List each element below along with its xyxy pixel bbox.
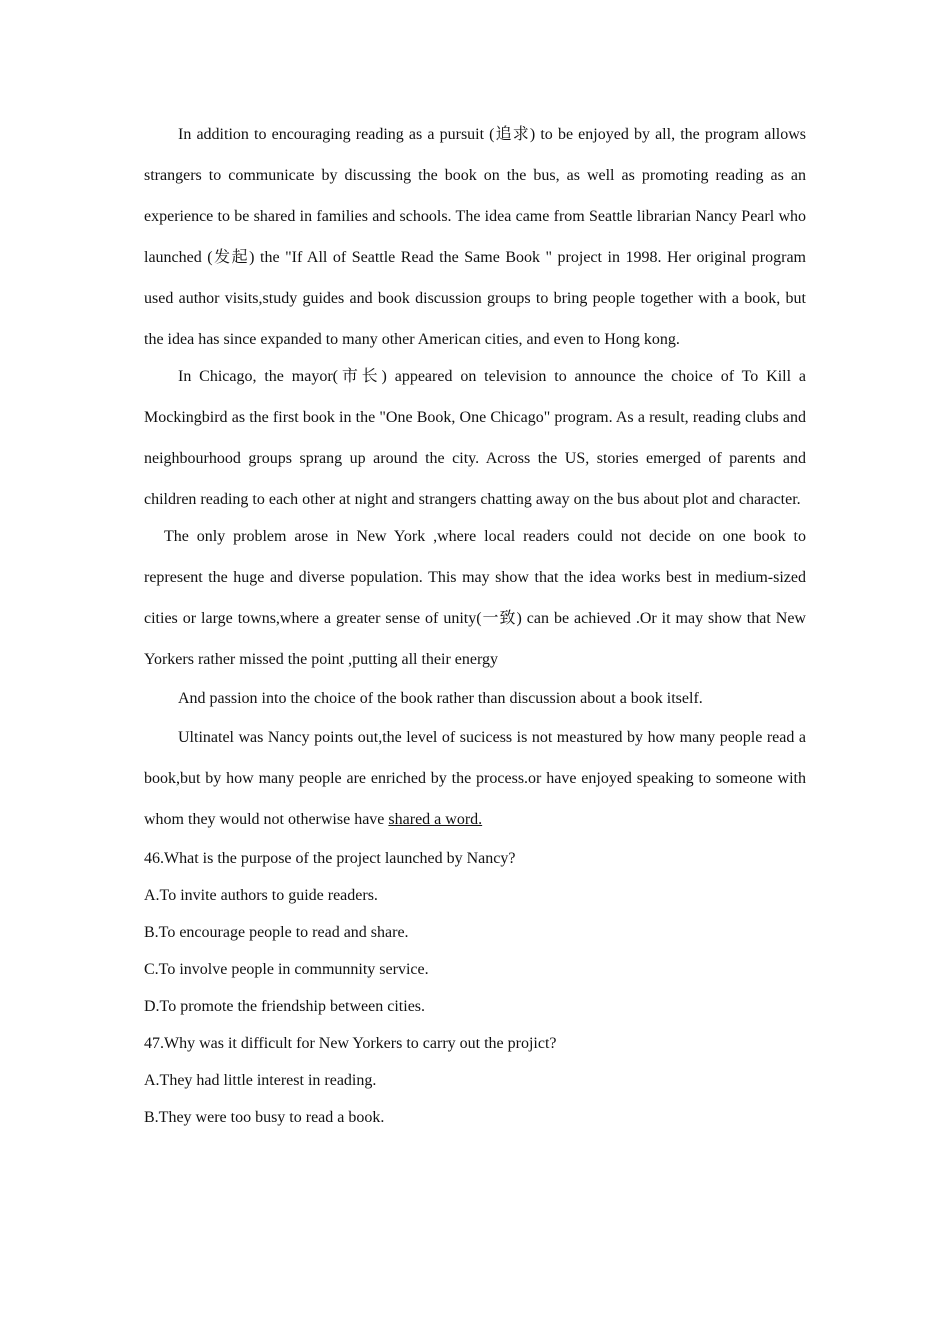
option-b: B.To encourage people to read and share. [144, 924, 409, 941]
passage-paragraph-4: And passion into the choice of the book rather than discussion about a book itself. [178, 690, 703, 707]
question-47 [144, 1025, 806, 1136]
underlined-phrase: shared a word. [388, 811, 483, 828]
option-c: C.To involve people in communnity service. [144, 961, 429, 978]
option-a: A.To invite authors to guide readers. [144, 887, 378, 904]
document-page [144, 114, 806, 1136]
passage-paragraph-1: In addition to encouraging reading as a pursuit (追求) to be enjoyed by all, the program allows strangers to communicate by discussing the book on the bus, as well as promoting reading as an experience to be shared in families and schools. The idea came from Seattle librarian Nancy Pearl who launched (发起) the "If All of Seattle Read the Same Book " project in 1998. Her original program used author visits,study guides and book discussion groups to bring people together with a book, but the idea has since expanded to many other American cities, and even to Hong kong. [144, 126, 806, 348]
passage-paragraph-3: The only problem arose in New York ,where local readers could not decide on one book to represent the huge and diverse population. This may show that the idea works best in medium-sized cities or large towns,where a greater sense of unity(一致) can be achieved .Or it may show that New Yorkers rather missed the point ,putting all their energy [144, 528, 806, 668]
question-stem: 46.What is the purpose of the project launched by Nancy? [144, 850, 516, 867]
question-46 [144, 840, 806, 1025]
passage-paragraph-2: In Chicago, the mayor(市长) appeared on television to announce the choice of To Kill a Mockingbird as the first book in the "One Book, One Chicago" program. As a result, reading clubs and neighbourhood groups sprang up around the city. Across the US, stories emerged of parents and children reading to each other at night and strangers chatting away on the bus about plot and character. [144, 368, 806, 508]
passage-paragraph-5 [144, 717, 806, 840]
question-stem: 47.Why was it difficult for New Yorkers to carry out the projict? [144, 1035, 557, 1052]
option-a: A.They had little interest in reading. [144, 1072, 377, 1089]
option-d: D.To promote the friendship between cities. [144, 998, 426, 1015]
option-b: B.They were too busy to read a book. [144, 1109, 385, 1126]
paragraph-5-text: Ultinatel was Nancy points out,the level of sucicess is not meastured by how many people read a book,but by how many people are enriched by the process.or have enjoyed speaking to someone with whom they would not otherwise have [144, 729, 806, 828]
